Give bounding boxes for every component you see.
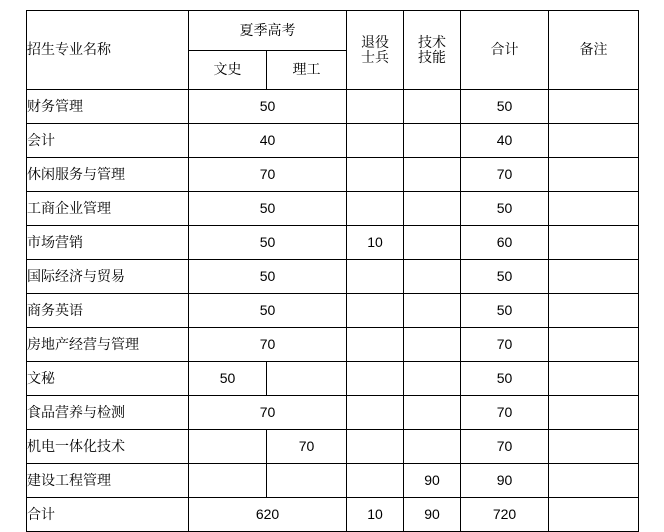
cell-summer-exam: 70 — [189, 158, 347, 192]
cell-remark — [549, 226, 639, 260]
cell-total: 60 — [461, 226, 549, 260]
cell-skill — [404, 158, 461, 192]
cell-total: 40 — [461, 124, 549, 158]
header-total: 合计 — [461, 11, 549, 90]
cell-veteran-soldier — [347, 430, 404, 464]
cell-skill — [404, 260, 461, 294]
cell-skill — [404, 294, 461, 328]
cell-remark — [549, 260, 639, 294]
cell-skill — [404, 124, 461, 158]
cell-major-name: 市场营销 — [27, 226, 189, 260]
table-row — [27, 498, 639, 532]
cell-remark — [549, 362, 639, 396]
header-summer-exam: 夏季高考 — [189, 11, 347, 51]
header-skill — [404, 11, 461, 90]
cell-wenshi — [189, 430, 267, 464]
cell-skill — [404, 362, 461, 396]
cell-major-name: 食品营养与检测 — [27, 396, 189, 430]
cell-veteran-soldier — [347, 158, 404, 192]
header-remark: 备注 — [549, 11, 639, 90]
cell-summer-exam: 620 — [189, 498, 347, 532]
table-header — [27, 11, 639, 90]
header-veteran-line2: 士兵 — [361, 49, 389, 65]
cell-skill — [404, 396, 461, 430]
cell-skill: 90 — [404, 464, 461, 498]
cell-remark — [549, 396, 639, 430]
cell-ligong: 70 — [267, 430, 347, 464]
cell-remark — [549, 90, 639, 124]
cell-summer-exam: 50 — [189, 260, 347, 294]
cell-major-name: 机电一体化技术 — [27, 430, 189, 464]
cell-ligong — [267, 464, 347, 498]
cell-skill: 90 — [404, 498, 461, 532]
table-row — [27, 90, 639, 124]
cell-skill — [404, 90, 461, 124]
table-row — [27, 260, 639, 294]
cell-major-name: 房地产经营与管理 — [27, 328, 189, 362]
cell-summer-exam: 70 — [189, 328, 347, 362]
cell-remark — [549, 328, 639, 362]
cell-major-name: 文秘 — [27, 362, 189, 396]
cell-summer-exam: 50 — [189, 226, 347, 260]
cell-major-name: 工商企业管理 — [27, 192, 189, 226]
cell-ligong — [267, 362, 347, 396]
cell-major-name: 合计 — [27, 498, 189, 532]
cell-veteran-soldier — [347, 396, 404, 430]
cell-veteran-soldier — [347, 464, 404, 498]
header-veteran-line1: 退役 — [361, 33, 389, 50]
table-row — [27, 328, 639, 362]
cell-wenshi: 50 — [189, 362, 267, 396]
cell-veteran-soldier — [347, 362, 404, 396]
cell-total: 70 — [461, 430, 549, 464]
cell-veteran-soldier — [347, 328, 404, 362]
cell-remark — [549, 498, 639, 532]
cell-remark — [549, 124, 639, 158]
cell-skill — [404, 430, 461, 464]
cell-major-name: 财务管理 — [27, 90, 189, 124]
cell-total: 720 — [461, 498, 549, 532]
cell-major-name: 休闲服务与管理 — [27, 158, 189, 192]
cell-summer-exam: 40 — [189, 124, 347, 158]
cell-wenshi — [189, 464, 267, 498]
cell-remark — [549, 464, 639, 498]
cell-veteran-soldier: 10 — [347, 226, 404, 260]
cell-total: 70 — [461, 328, 549, 362]
cell-summer-exam: 70 — [189, 396, 347, 430]
cell-total: 50 — [461, 294, 549, 328]
cell-veteran-soldier — [347, 192, 404, 226]
table-row — [27, 226, 639, 260]
cell-veteran-soldier: 10 — [347, 498, 404, 532]
header-row-top — [27, 11, 639, 51]
cell-summer-exam: 50 — [189, 294, 347, 328]
cell-skill — [404, 192, 461, 226]
header-major-name: 招生专业名称 — [27, 11, 189, 90]
cell-total: 50 — [461, 192, 549, 226]
cell-summer-exam: 50 — [189, 192, 347, 226]
cell-total: 50 — [461, 90, 549, 124]
enrollment-plan-table — [26, 10, 639, 532]
cell-total: 70 — [461, 396, 549, 430]
cell-total: 50 — [461, 362, 549, 396]
cell-veteran-soldier — [347, 124, 404, 158]
cell-remark — [549, 294, 639, 328]
header-wenshi: 文史 — [189, 50, 267, 90]
table-body — [27, 90, 639, 532]
table-row — [27, 396, 639, 430]
table-row — [27, 192, 639, 226]
table-row — [27, 158, 639, 192]
cell-veteran-soldier — [347, 294, 404, 328]
cell-major-name: 商务英语 — [27, 294, 189, 328]
cell-remark — [549, 430, 639, 464]
cell-skill — [404, 328, 461, 362]
table-row — [27, 124, 639, 158]
cell-remark — [549, 192, 639, 226]
cell-major-name: 国际经济与贸易 — [27, 260, 189, 294]
header-ligong: 理工 — [267, 50, 347, 90]
cell-remark — [549, 158, 639, 192]
cell-veteran-soldier — [347, 260, 404, 294]
table-row — [27, 464, 639, 498]
header-skill-line1: 技术 — [418, 33, 446, 50]
cell-veteran-soldier — [347, 90, 404, 124]
cell-major-name: 会计 — [27, 124, 189, 158]
cell-skill — [404, 226, 461, 260]
table-row — [27, 362, 639, 396]
header-veteran-soldier — [347, 11, 404, 90]
table-row — [27, 294, 639, 328]
header-skill-line2: 技能 — [418, 49, 446, 65]
cell-total: 70 — [461, 158, 549, 192]
table-row — [27, 430, 639, 464]
cell-total: 90 — [461, 464, 549, 498]
cell-summer-exam: 50 — [189, 90, 347, 124]
cell-major-name: 建设工程管理 — [27, 464, 189, 498]
cell-total: 50 — [461, 260, 549, 294]
